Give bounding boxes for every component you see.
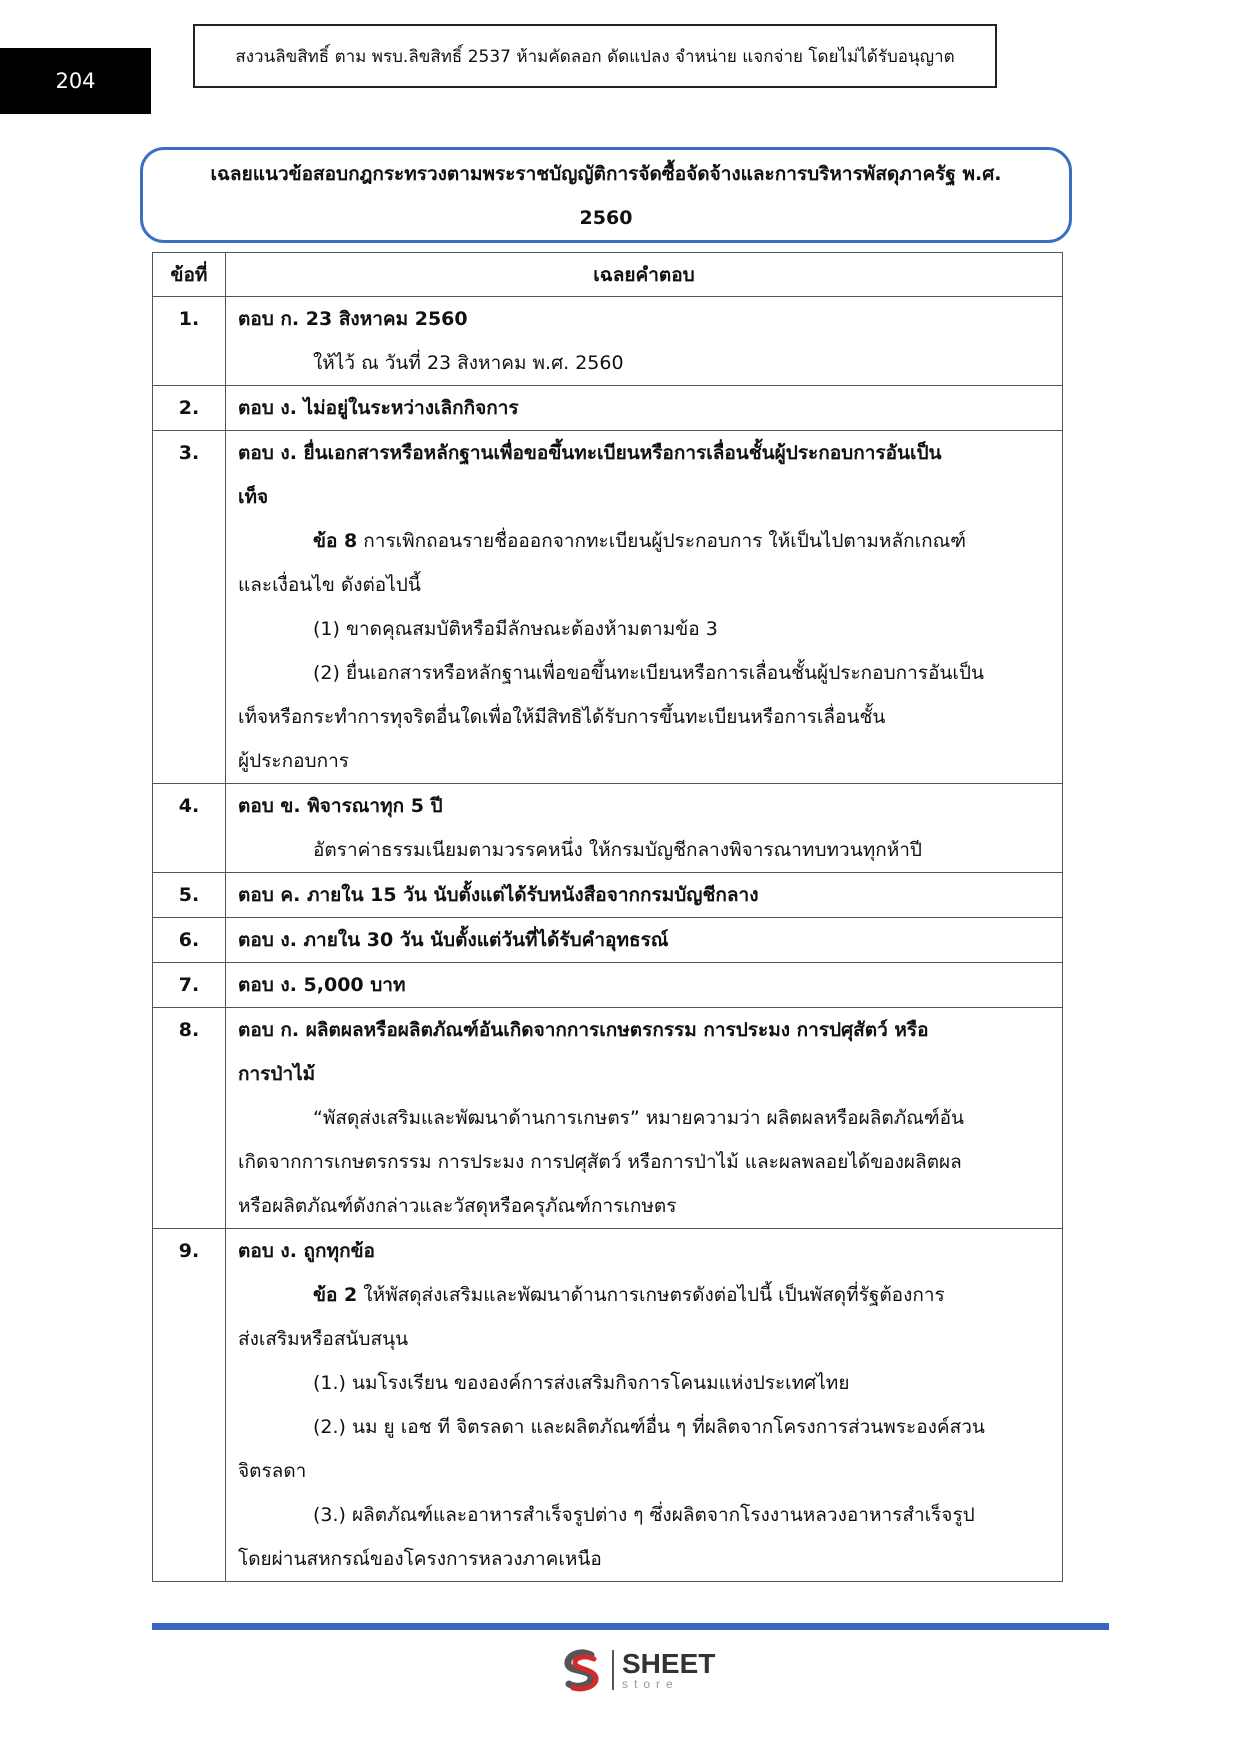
item-number-cell (153, 297, 226, 386)
explanation-text: หรือผลิตภัณฑ์ดังกล่าวและวัสดุหรือครุภัณฑ์การเกษตร (238, 1195, 677, 1217)
item-number: 6. (178, 929, 200, 951)
title-line-2: 2560 (579, 207, 633, 229)
explanation-line (238, 695, 1050, 739)
explanation-text: ให้ไว้ ณ วันที่ 23 สิงหาคม พ.ศ. 2560 (313, 352, 624, 374)
answer-cell (226, 963, 1063, 1008)
answer-text-continued: เท็จ (238, 486, 269, 508)
item-number: 3. (178, 442, 200, 464)
item-number: 9. (178, 1240, 200, 1262)
answer-text: ตอบ ง. ถูกทุกข้อ (238, 1240, 375, 1262)
answer-cell (226, 784, 1063, 873)
explanation-text: เกิดจากการเกษตรกรรม การประมง การปศุสัตว์ หรือการป่าไม้ และผลพลอยได้ของผลิตผล (238, 1151, 962, 1173)
logo-text (622, 1650, 715, 1690)
copyright-notice: สงวนลิขสิทธิ์ ตาม พรบ.ลิขสิทธิ์ 2537 ห้ามคัดลอก ดัดแปลง จำหน่าย แจกจ่าย โดยไม่ได้รับอนุญาต (193, 24, 997, 88)
answer-text: ตอบ ก. ผลิตผลหรือผลิตภัณฑ์อันเกิดจากการเกษตรกรรม การประมง การปศุสัตว์ หรือ (238, 1019, 929, 1041)
table-row (153, 297, 1063, 386)
explanation-text: (1.) นมโรงเรียน ขององค์การส่งเสริมกิจการโคนมแห่งประเทศไทย (313, 1372, 850, 1394)
logo-separator (612, 1650, 614, 1690)
explanation-text: (3.) ผลิตภัณฑ์และอาหารสำเร็จรูปต่าง ๆ ซึ่งผลิตจากโรงงานหลวงอาหารสำเร็จรูป (313, 1504, 975, 1526)
item-number-cell (153, 963, 226, 1008)
item-number-cell (153, 784, 226, 873)
section-title (140, 147, 1072, 243)
explanation-text: ส่งเสริมหรือสนับสนุน (238, 1328, 409, 1350)
explanation-text: (1) ขาดคุณสมบัติหรือมีลักษณะต้องห้ามตามข้อ 3 (313, 618, 718, 640)
page-number: 204 (0, 48, 151, 114)
answer-table (152, 252, 1063, 1582)
header-item-number: ข้อที่ (153, 253, 226, 297)
item-number: 5. (178, 884, 200, 906)
explanation-line (238, 828, 1050, 872)
table-row (153, 963, 1063, 1008)
explanation-text: (2.) นม ยู เอช ที จิตรลดา และผลิตภัณฑ์อื่น ๆ ที่ผลิตจากโครงการส่วนพระองค์สวน (313, 1416, 985, 1438)
table-row (153, 1008, 1063, 1229)
explanation-line (238, 739, 1050, 783)
explanation-line (238, 519, 1050, 563)
item-number-cell (153, 873, 226, 918)
explanation-line (238, 1273, 1050, 1317)
explanation-text: ให้พัสดุส่งเสริมและพัฒนาด้านการเกษตรดังต่อไปนี้ เป็นพัสดุที่รัฐต้องการ (357, 1284, 945, 1306)
explanation-line (238, 1405, 1050, 1449)
explanation-text: (2) ยื่นเอกสารหรือหลักฐานเพื่อขอขึ้นทะเบียนหรือการเลื่อนชั้นผู้ประกอบการอันเป็น (313, 662, 984, 684)
answer-text: ตอบ ง. ยื่นเอกสารหรือหลักฐานเพื่อขอขึ้นทะเบียนหรือการเลื่อนชั้นผู้ประกอบการอันเป็น (238, 442, 942, 464)
explanation-line (238, 563, 1050, 607)
answer-table-body (153, 297, 1063, 1582)
explanation-text: การเพิกถอนรายชื่อออกจากทะเบียนผู้ประกอบการ ให้เป็นไปตามหลักเกณฑ์ (357, 530, 966, 552)
explanation-line (238, 1449, 1050, 1493)
explanation-line (238, 1096, 1050, 1140)
table-row (153, 873, 1063, 918)
answer-cell (226, 386, 1063, 431)
explanation-line (238, 341, 1050, 385)
table-row (153, 1229, 1063, 1582)
explanation-line (238, 651, 1050, 695)
clause-label: ข้อ 8 (313, 530, 358, 552)
answer-text: ตอบ ก. 23 สิงหาคม 2560 (238, 308, 468, 330)
answer-text: ตอบ ค. ภายใน 15 วัน นับตั้งแต่ได้รับหนังสือจากกรมบัญชีกลาง (238, 884, 759, 906)
answer-text-continued: การป่าไม้ (238, 1063, 316, 1085)
item-number: 1. (178, 308, 200, 330)
header-answer: เฉลยคำตอบ (226, 253, 1063, 297)
answer-cell (226, 918, 1063, 963)
explanation-text: อัตราค่าธรรมเนียมตามวรรคหนึ่ง ให้กรมบัญชีกลางพิจารณาทบทวนทุกห้าปี (313, 839, 922, 861)
explanation-line (238, 607, 1050, 651)
item-number: 2. (178, 397, 200, 419)
explanation-line (238, 1140, 1050, 1184)
answer-text: ตอบ ข. พิจารณาทุก 5 ปี (238, 795, 443, 817)
item-number: 4. (178, 795, 200, 817)
title-line-1: เฉลยแนวข้อสอบกฎกระทรวงตามพระราชบัญญัติการจัดซื้อจัดจ้างและการบริหารพัสดุภาครัฐ พ.ศ. (210, 163, 1002, 185)
answer-text: ตอบ ง. 5,000 บาท (238, 974, 406, 996)
explanation-line (238, 1537, 1050, 1581)
table-row (153, 784, 1063, 873)
answer-cell (226, 431, 1063, 784)
explanation-text: “พัสดุส่งเสริมและพัฒนาด้านการเกษตร” หมายความว่า ผลิตผลหรือผลิตภัณฑ์อัน (313, 1107, 965, 1129)
explanation-line (238, 1317, 1050, 1361)
explanation-line (238, 1184, 1050, 1228)
explanation-text: เท็จหรือกระทำการทุจริตอื่นใดเพื่อให้มีสิทธิได้รับการขึ้นทะเบียนหรือการเลื่อนชั้น (238, 706, 886, 728)
explanation-text: และเงื่อนไข ดังต่อไปนี้ (238, 574, 421, 596)
explanation-text: ผู้ประกอบการ (238, 750, 349, 772)
footer-rule (152, 1623, 1109, 1630)
clause-label: ข้อ 2 (313, 1284, 358, 1306)
answer-cell (226, 297, 1063, 386)
item-number-cell (153, 431, 226, 784)
explanation-line (238, 1361, 1050, 1405)
table-row (153, 431, 1063, 784)
explanation-text: จิตรลดา (238, 1460, 307, 1482)
answer-text: ตอบ ง. ไม่อยู่ในระหว่างเลิกกิจการ (238, 397, 519, 419)
table-row (153, 918, 1063, 963)
answer-cell (226, 1008, 1063, 1229)
answer-cell (226, 873, 1063, 918)
sheet-store-logo (558, 1647, 715, 1693)
item-number-cell (153, 1008, 226, 1229)
item-number-cell (153, 1229, 226, 1582)
item-number-cell (153, 386, 226, 431)
logo-sub-text: store (622, 1677, 679, 1691)
answer-text: ตอบ ง. ภายใน 30 วัน นับตั้งแต่วันที่ได้รับคำอุทธรณ์ (238, 929, 669, 951)
explanation-text: โดยผ่านสหกรณ์ของโครงการหลวงภาคเหนือ (238, 1548, 602, 1570)
item-number-cell (153, 918, 226, 963)
table-header-row (153, 253, 1063, 297)
explanation-line (238, 1493, 1050, 1537)
table-row (153, 386, 1063, 431)
answer-cell (226, 1229, 1063, 1582)
logo-main-text: SHEET (622, 1648, 716, 1679)
item-number: 8. (178, 1019, 200, 1041)
item-number: 7. (178, 974, 200, 996)
sheet-store-logo-icon (558, 1647, 604, 1693)
